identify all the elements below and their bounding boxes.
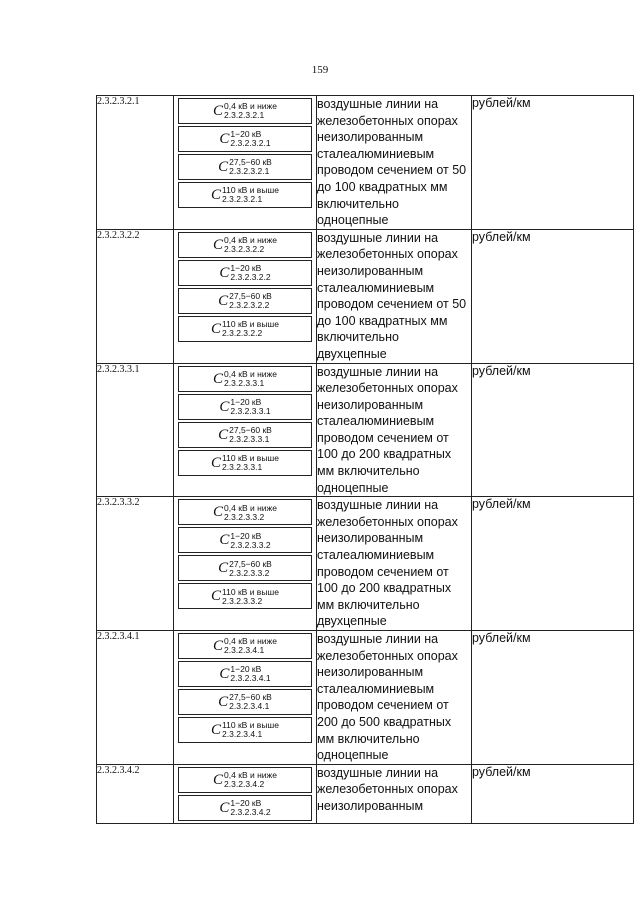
- table-row: [97, 96, 634, 230]
- symbol-column: [174, 764, 317, 823]
- formula: [179, 158, 311, 176]
- voltage-superscript: 110 кВ и выше: [222, 720, 279, 731]
- voltage-superscript: 27,5−60 кВ: [229, 157, 272, 168]
- formula-cell: [178, 795, 312, 821]
- formula-cell: [178, 422, 312, 448]
- code-subscript: 2.3.2.3.3.2: [229, 567, 270, 578]
- formula-cell: [178, 450, 312, 476]
- table-row: [97, 764, 634, 823]
- formula: [179, 292, 311, 310]
- formula: [179, 398, 311, 416]
- voltage-superscript: 0,4 кВ и ниже: [224, 235, 277, 246]
- page-number: 159: [311, 64, 329, 76]
- formula-cell: [178, 182, 312, 208]
- formula: [179, 102, 311, 120]
- voltage-superscript: 1−20 кВ: [230, 396, 262, 407]
- row-code: 2.3.2.3.3.2: [97, 497, 174, 631]
- code-subscript: 2.3.2.3.2.2: [222, 328, 263, 339]
- row-description: воздушные линии на железобетонных опорах неизолированным сталеалюминиевым проводом сечением от 200 до 500 квадратных мм включительно одноцепные: [317, 631, 472, 765]
- code-subscript: 2.3.2.3.3.2: [224, 511, 265, 522]
- code-subscript: 2.3.2.3.3.1: [230, 405, 271, 416]
- voltage-superscript: 27,5−60 кВ: [229, 424, 272, 435]
- voltage-superscript: 0,4 кВ и ниже: [224, 101, 277, 112]
- formula: [179, 721, 311, 739]
- code-subscript: 2.3.2.3.3.2: [230, 539, 271, 550]
- table-row: [97, 229, 634, 363]
- code-subscript: 2.3.2.3.2.2: [224, 244, 265, 255]
- formula: [179, 665, 311, 683]
- formula: [179, 637, 311, 655]
- formula-cell: [178, 288, 312, 314]
- code-subscript: 2.3.2.3.3.1: [222, 461, 263, 472]
- formula: [179, 186, 311, 204]
- row-unit: рублей/км: [472, 96, 634, 230]
- symbol-letter: C: [213, 771, 224, 788]
- row-unit: рублей/км: [472, 764, 634, 823]
- formula: [179, 236, 311, 254]
- symbol-column: [174, 229, 317, 363]
- code-subscript: 2.3.2.3.2.1: [230, 138, 271, 149]
- row-description: воздушные линии на железобетонных опорах неизолированным: [317, 764, 472, 823]
- symbol-letter: C: [218, 158, 229, 175]
- symbol-letter: C: [213, 102, 224, 119]
- symbol-column: [174, 497, 317, 631]
- symbol-letter: C: [219, 130, 230, 147]
- table-row: [97, 631, 634, 765]
- formula-cell: [178, 499, 312, 525]
- symbol-column: [174, 96, 317, 230]
- code-subscript: 2.3.2.3.3.2: [222, 595, 263, 606]
- formula-cell: [178, 232, 312, 258]
- row-description: воздушные линии на железобетонных опорах неизолированным сталеалюминиевым проводом сечением от 100 до 200 квадратных мм включительно двухцепные: [317, 497, 472, 631]
- symbol-letter: C: [219, 799, 230, 816]
- voltage-superscript: 0,4 кВ и ниже: [224, 770, 277, 781]
- formula: [179, 264, 311, 282]
- symbol-letter: C: [211, 186, 222, 203]
- code-subscript: 2.3.2.3.2.1: [224, 110, 265, 121]
- code-subscript: 2.3.2.3.3.1: [224, 377, 265, 388]
- formula: [179, 693, 311, 711]
- table-row: [97, 497, 634, 631]
- formula: [179, 587, 311, 605]
- formula-cell: [178, 98, 312, 124]
- formula-cell: [178, 260, 312, 286]
- code-subscript: 2.3.2.3.2.2: [229, 300, 270, 311]
- formula-cell: [178, 394, 312, 420]
- symbol-letter: C: [213, 370, 224, 387]
- row-description: воздушные линии на железобетонных опорах неизолированным сталеалюминиевым проводом сечением от 50 до 100 квадратных мм включительно одноцепные: [317, 96, 472, 230]
- formula-cell: [178, 661, 312, 687]
- formula: [179, 531, 311, 549]
- voltage-superscript: 0,4 кВ и ниже: [224, 636, 277, 647]
- row-unit: рублей/км: [472, 229, 634, 363]
- symbol-letter: C: [213, 236, 224, 253]
- formula: [179, 771, 311, 789]
- symbol-column: [174, 631, 317, 765]
- rates-table: [96, 95, 634, 824]
- formula: [179, 454, 311, 472]
- symbol-letter: C: [219, 264, 230, 281]
- table-row: [97, 363, 634, 497]
- row-code: 2.3.2.3.4.2: [97, 764, 174, 823]
- voltage-superscript: 1−20 кВ: [230, 263, 262, 274]
- row-code: 2.3.2.3.4.1: [97, 631, 174, 765]
- code-subscript: 2.3.2.3.4.1: [222, 729, 263, 740]
- voltage-superscript: 110 кВ и выше: [222, 586, 279, 597]
- voltage-superscript: 110 кВ и выше: [222, 319, 279, 330]
- row-unit: рублей/км: [472, 497, 634, 631]
- formula-cell: [178, 555, 312, 581]
- formula: [179, 130, 311, 148]
- voltage-superscript: 1−20 кВ: [230, 664, 262, 675]
- row-description: воздушные линии на железобетонных опорах неизолированным сталеалюминиевым проводом сечением от 50 до 100 квадратных мм включительно двухцепные: [317, 229, 472, 363]
- symbol-letter: C: [219, 398, 230, 415]
- formula: [179, 320, 311, 338]
- symbol-letter: C: [218, 560, 229, 577]
- row-unit: рублей/км: [472, 631, 634, 765]
- voltage-superscript: 110 кВ и выше: [222, 452, 279, 463]
- symbol-letter: C: [219, 665, 230, 682]
- symbol-letter: C: [211, 588, 222, 605]
- row-code: 2.3.2.3.2.1: [97, 96, 174, 230]
- formula-cell: [178, 689, 312, 715]
- formula: [179, 559, 311, 577]
- code-subscript: 2.3.2.3.4.1: [230, 673, 271, 684]
- voltage-superscript: 110 кВ и выше: [222, 185, 279, 196]
- symbol-letter: C: [211, 320, 222, 337]
- formula: [179, 370, 311, 388]
- code-subscript: 2.3.2.3.4.1: [224, 645, 265, 656]
- formula-cell: [178, 126, 312, 152]
- row-description: воздушные линии на железобетонных опорах неизолированным сталеалюминиевым проводом сечением от 100 до 200 квадратных мм включительно одноцепные: [317, 363, 472, 497]
- symbol-column: [174, 363, 317, 497]
- voltage-superscript: 27,5−60 кВ: [229, 291, 272, 302]
- symbol-letter: C: [218, 292, 229, 309]
- row-code: 2.3.2.3.3.1: [97, 363, 174, 497]
- formula-cell: [178, 154, 312, 180]
- row-unit: рублей/км: [472, 363, 634, 497]
- voltage-superscript: 1−20 кВ: [230, 129, 262, 140]
- formula: [179, 426, 311, 444]
- formula: [179, 799, 311, 817]
- symbol-letter: C: [213, 637, 224, 654]
- symbol-letter: C: [218, 426, 229, 443]
- formula-cell: [178, 633, 312, 659]
- formula-cell: [178, 717, 312, 743]
- voltage-superscript: 1−20 кВ: [230, 530, 262, 541]
- row-code: 2.3.2.3.2.2: [97, 229, 174, 363]
- formula-cell: [178, 527, 312, 553]
- symbol-letter: C: [213, 504, 224, 521]
- code-subscript: 2.3.2.3.2.2: [230, 272, 271, 283]
- formula-cell: [178, 316, 312, 342]
- code-subscript: 2.3.2.3.2.1: [222, 194, 263, 205]
- voltage-superscript: 27,5−60 кВ: [229, 692, 272, 703]
- formula: [179, 503, 311, 521]
- voltage-superscript: 1−20 кВ: [230, 798, 262, 809]
- code-subscript: 2.3.2.3.4.2: [224, 779, 265, 790]
- formula-cell: [178, 366, 312, 392]
- voltage-superscript: 0,4 кВ и ниже: [224, 502, 277, 513]
- formula-cell: [178, 767, 312, 793]
- voltage-superscript: 0,4 кВ и ниже: [224, 368, 277, 379]
- symbol-letter: C: [211, 721, 222, 738]
- symbol-letter: C: [211, 454, 222, 471]
- code-subscript: 2.3.2.3.4.1: [229, 701, 270, 712]
- symbol-letter: C: [219, 532, 230, 549]
- formula-cell: [178, 583, 312, 609]
- code-subscript: 2.3.2.3.4.2: [230, 807, 271, 818]
- voltage-superscript: 27,5−60 кВ: [229, 558, 272, 569]
- code-subscript: 2.3.2.3.3.1: [229, 433, 270, 444]
- symbol-letter: C: [218, 693, 229, 710]
- code-subscript: 2.3.2.3.2.1: [229, 166, 270, 177]
